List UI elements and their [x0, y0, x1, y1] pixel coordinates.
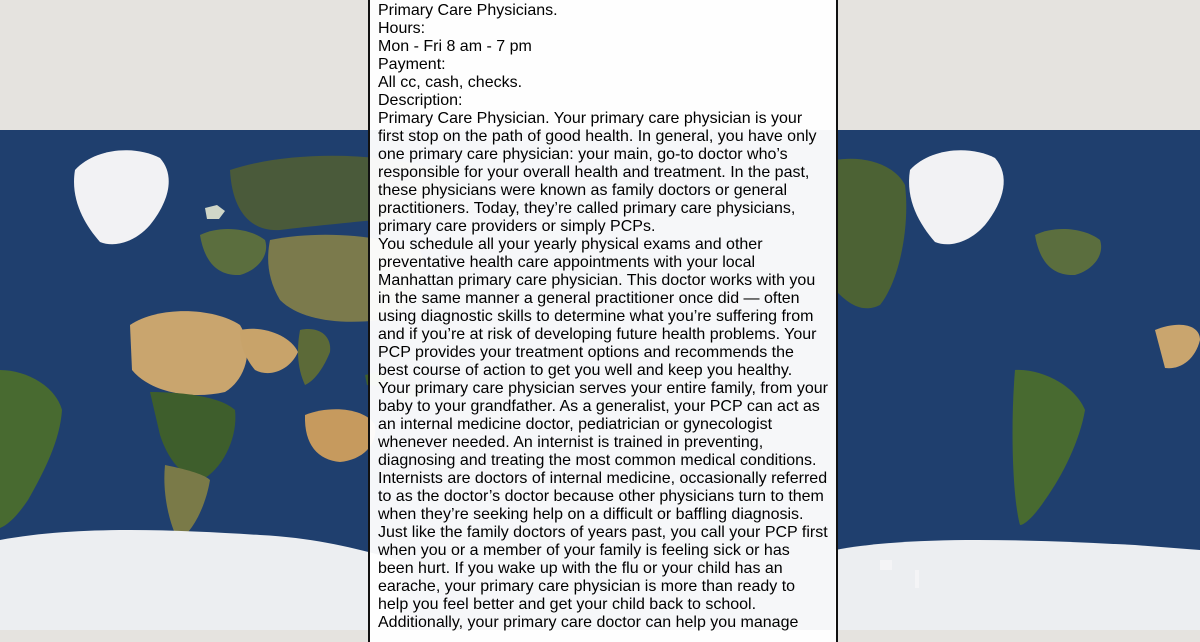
description-line: earache, your primary care physician is more than ready to [378, 578, 796, 595]
description-line: You schedule all your yearly physical exams and other [378, 236, 763, 253]
hours-value: Mon - Fri 8 am - 7 pm [378, 38, 532, 55]
description-line: and if you’re at risk of developing future health problems. Your [378, 326, 817, 343]
payment-label: Payment: [378, 56, 446, 73]
description-label: Description: [378, 92, 463, 109]
description-line: diagnosing and treating the most common medical conditions. [378, 452, 817, 469]
description-line: primary care providers or simply PCPs. [378, 218, 656, 235]
description-line: Your primary care physician serves your entire family, from your [378, 380, 828, 397]
description-line: responsible for your overall health and treatment. In the past, [378, 164, 810, 181]
description-line: when they’re seeking help on a difficult or baffling diagnosis. [378, 506, 804, 523]
type-value: Primary Care Physicians. [378, 2, 558, 19]
description-line: best course of action to get you well and keep you healthy. [378, 362, 793, 379]
description-line: when you or a member of your family is feeling sick or has [378, 542, 790, 559]
info-panel[interactable] [368, 0, 838, 642]
description-line: to as the doctor’s doctor because other physicians turn to them [378, 488, 824, 505]
description-line: in the same manner a general practitioner once did — often [378, 290, 800, 307]
description-line: practitioners. Today, they’re called primary care physicians, [378, 200, 796, 217]
description-line: PCP provides your treatment options and recommends the [378, 344, 794, 361]
description-line: first stop on the path of good health. In general, you have only [378, 128, 817, 145]
description-line: been hurt. If you wake up with the flu or your child has an [378, 560, 783, 577]
description-line: baby to your grandfather. As a generalist, your PCP can act as [378, 398, 820, 415]
description-line: Primary Care Physician. Your primary care physician is your [378, 110, 803, 127]
description-line: help you feel better and get your child back to school. [378, 596, 757, 613]
description-line: Internists are doctors of internal medicine, occasionally referred [378, 470, 828, 487]
description-line: these physicians were known as family doctors or general [378, 182, 788, 199]
description-line: an internal medicine doctor, pediatrician or gynecologist [378, 416, 773, 433]
antarctica-landmass-right [835, 540, 1200, 630]
description-line: Additionally, your primary care doctor can help you manage [378, 614, 799, 631]
description-line: Just like the family doctors of years past, you call your PCP first [378, 524, 828, 541]
payment-value: All cc, cash, checks. [378, 74, 523, 91]
hours-label: Hours: [378, 20, 426, 37]
description-line: one primary care physician: your main, go-to doctor who’s [378, 146, 788, 163]
description-line: whenever needed. An internist is trained in preventing, [378, 434, 764, 451]
description-line: preventative health care appointments with your local [378, 254, 756, 271]
description-line: Manhattan primary care physician. This doctor works with you [378, 272, 816, 289]
description-line: using diagnostic skills to determine what you’re suffering from [378, 308, 814, 325]
